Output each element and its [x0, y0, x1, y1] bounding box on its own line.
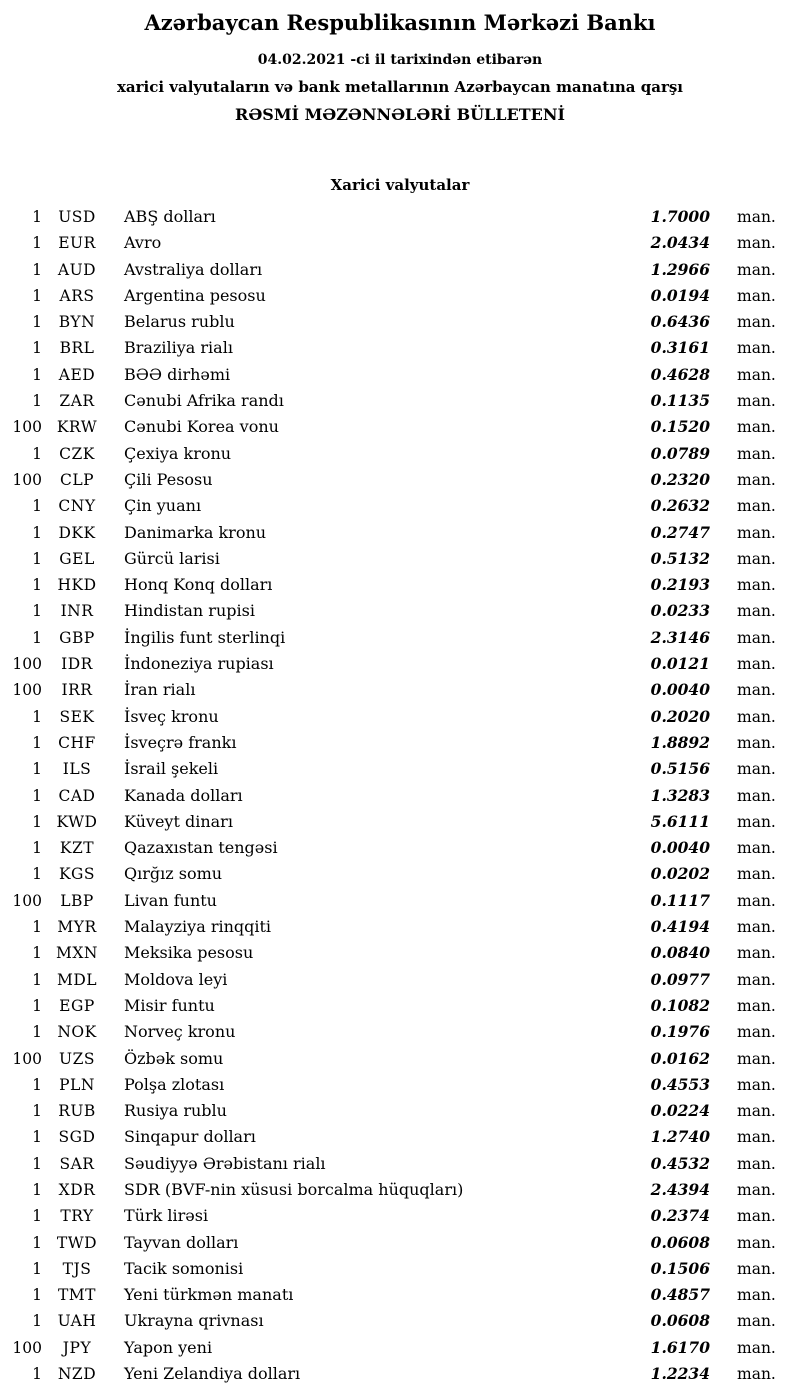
currency-code: KWD	[56, 812, 98, 831]
quantity: 1	[32, 392, 42, 411]
rate-value: 5.6111	[650, 811, 710, 831]
quantity: 1	[32, 812, 42, 831]
currency-name: Gürcü larisi	[124, 548, 220, 568]
rate-row	[0, 230, 800, 256]
unit-label: man.	[737, 418, 776, 437]
currency-code: EUR	[58, 234, 96, 253]
quantity: 1	[32, 286, 42, 305]
rate-row	[0, 1203, 800, 1229]
quantity: 1	[32, 365, 42, 384]
currency-code: INR	[60, 602, 94, 621]
rate-value: 1.6170	[650, 1337, 710, 1357]
unit-label: man.	[737, 1312, 776, 1331]
unit-label: man.	[737, 1154, 776, 1173]
currency-name: Qırğız somu	[124, 864, 223, 884]
rate-value: 1.2966	[650, 259, 710, 279]
unit-label: man.	[737, 392, 776, 411]
quantity: 1	[32, 996, 42, 1015]
rate-row	[0, 1308, 800, 1334]
currency-code: KRW	[56, 418, 98, 437]
quantity: 1	[32, 313, 42, 332]
rate-row	[0, 625, 800, 651]
quantity: 1	[32, 444, 42, 463]
rate-value: 0.4553	[650, 1074, 710, 1094]
currency-code: PLN	[59, 1075, 95, 1094]
rate-value: 0.0040	[650, 838, 710, 858]
quantity: 1	[32, 1102, 42, 1121]
currency-name: Norveç kronu	[124, 1022, 236, 1042]
currency-code: XDR	[58, 1180, 96, 1199]
currency-code: RUB	[58, 1102, 96, 1121]
quantity: 1	[32, 234, 42, 253]
unit-label: man.	[737, 970, 776, 989]
quantity: 100	[12, 418, 42, 437]
quantity: 1	[32, 839, 42, 858]
currency-code: GBP	[59, 628, 95, 647]
quantity: 1	[32, 944, 42, 963]
document-header	[0, 0, 800, 125]
currency-code: ARS	[59, 286, 95, 305]
rate-value: 0.0789	[650, 443, 710, 463]
rate-row	[0, 1256, 800, 1282]
rate-value: 0.1135	[650, 391, 710, 411]
unit-label: man.	[737, 865, 776, 884]
unit-label: man.	[737, 1075, 776, 1094]
currency-code: HKD	[57, 576, 97, 595]
unit-label: man.	[737, 1207, 776, 1226]
unit-label: man.	[737, 839, 776, 858]
currency-code: BRL	[59, 339, 95, 358]
rate-value: 0.4532	[650, 1153, 710, 1173]
quantity: 1	[32, 918, 42, 937]
rate-value: 1.7000	[650, 207, 710, 226]
quantity: 100	[12, 891, 42, 910]
currency-name: Braziliya rialı	[124, 338, 233, 358]
rate-value: 1.2234	[650, 1364, 710, 1384]
quantity: 1	[32, 260, 42, 279]
rate-row	[0, 493, 800, 519]
currency-code: SAR	[59, 1154, 95, 1173]
unit-label: man.	[737, 497, 776, 516]
quantity: 100	[12, 1049, 42, 1068]
currency-code: IRR	[61, 681, 93, 700]
rate-value: 2.3146	[650, 627, 710, 647]
unit-label: man.	[737, 918, 776, 937]
unit-label: man.	[737, 812, 776, 831]
currency-code: SEK	[59, 707, 95, 726]
quantity: 1	[32, 523, 42, 542]
currency-code: IDR	[61, 655, 93, 674]
currency-name: Tacik somonisi	[124, 1258, 244, 1278]
rate-row	[0, 704, 800, 730]
currency-code: MXN	[56, 944, 98, 963]
rate-row	[0, 809, 800, 835]
currency-name: Rusiya rublu	[124, 1101, 227, 1121]
currency-code: ZAR	[59, 392, 95, 411]
currency-code: AUD	[57, 260, 97, 279]
currency-code: ILS	[62, 760, 92, 779]
currency-code: NOK	[57, 1023, 97, 1042]
unit-label: man.	[737, 1259, 776, 1278]
currency-name: İsveçrə frankı	[124, 732, 237, 752]
currency-name: Küveyt dinarı	[124, 811, 233, 831]
currency-name: Avro	[124, 233, 162, 253]
currency-name: Belarus rublu	[124, 312, 235, 332]
rate-value: 0.0840	[650, 943, 710, 963]
currency-name: Özbək somu	[124, 1048, 224, 1068]
currency-name: Ukrayna qrivnası	[124, 1311, 264, 1331]
quantity: 1	[32, 549, 42, 568]
quantity: 1	[32, 497, 42, 516]
rate-row	[0, 651, 800, 677]
subtitle-line: xarici valyutaların və bank metallarının Azərbaycan manatına qarşı	[116, 78, 684, 96]
rate-value: 0.0040	[650, 680, 710, 700]
currency-name: İndoneziya rupiası	[124, 654, 274, 674]
rate-row	[0, 861, 800, 887]
unit-label: man.	[737, 549, 776, 568]
rate-value: 0.2632	[650, 496, 710, 516]
unit-label: man.	[737, 1102, 776, 1121]
unit-label: man.	[737, 234, 776, 253]
currency-name: Cənubi Afrika randı	[124, 391, 284, 411]
quantity: 100	[12, 1338, 42, 1357]
rate-value: 0.0233	[650, 601, 710, 621]
rate-row	[0, 467, 800, 493]
quantity: 1	[32, 1207, 42, 1226]
quantity: 1	[32, 1023, 42, 1042]
currency-code: CZK	[59, 444, 95, 463]
rate-row	[0, 362, 800, 388]
quantity: 1	[32, 786, 42, 805]
currency-name: Tayvan dolları	[124, 1232, 239, 1252]
rate-value: 0.0977	[650, 969, 710, 989]
quantity: 1	[32, 970, 42, 989]
currency-code: CAD	[58, 786, 96, 805]
rate-value: 0.0224	[650, 1101, 710, 1121]
currency-name: İran rialı	[124, 680, 196, 700]
quantity: 1	[32, 1312, 42, 1331]
unit-label: man.	[737, 1049, 776, 1068]
rate-row	[0, 1124, 800, 1150]
currency-name: Livan funtu	[124, 890, 217, 910]
rate-value: 1.2740	[650, 1127, 710, 1147]
rate-row	[0, 572, 800, 598]
currency-name: Cənubi Korea vonu	[124, 417, 279, 437]
currency-name: Malayziya rinqqiti	[124, 917, 272, 937]
rate-row	[0, 914, 800, 940]
currency-code: CLP	[59, 470, 95, 489]
unit-label: man.	[737, 1128, 776, 1147]
rate-row	[0, 520, 800, 546]
currency-name: Polşa zlotası	[124, 1074, 225, 1094]
rate-row	[0, 1177, 800, 1203]
rate-value: 1.8892	[650, 732, 710, 752]
rate-row	[0, 1151, 800, 1177]
currency-code: CHF	[58, 733, 96, 752]
currency-code: TMT	[57, 1286, 97, 1305]
unit-label: man.	[737, 313, 776, 332]
unit-label: man.	[737, 208, 776, 226]
rate-row	[0, 993, 800, 1019]
currency-name: Qazaxıstan tengəsi	[124, 838, 278, 858]
rate-row	[0, 1019, 800, 1045]
unit-label: man.	[737, 286, 776, 305]
rate-value: 0.2374	[650, 1206, 710, 1226]
rate-value: 0.5132	[650, 548, 710, 568]
rate-row	[0, 414, 800, 440]
rate-row	[0, 1046, 800, 1072]
unit-label: man.	[737, 602, 776, 621]
rate-row	[0, 888, 800, 914]
section-title: Xarici valyutalar	[330, 176, 470, 194]
rate-row	[0, 1335, 800, 1361]
quantity: 1	[32, 865, 42, 884]
currency-code: UZS	[59, 1049, 95, 1068]
rate-value: 2.4394	[650, 1179, 710, 1199]
rate-row	[0, 677, 800, 703]
unit-label: man.	[737, 470, 776, 489]
unit-label: man.	[737, 1180, 776, 1199]
rate-row	[0, 730, 800, 756]
currency-name: Hindistan rupisi	[124, 601, 255, 621]
rate-value: 0.0162	[650, 1048, 710, 1068]
rate-value: 0.2747	[650, 522, 710, 542]
rate-value: 1.3283	[650, 785, 710, 805]
currency-name: Kanada dolları	[124, 785, 243, 805]
currency-code: BYN	[58, 313, 96, 332]
unit-label: man.	[737, 944, 776, 963]
quantity: 1	[32, 733, 42, 752]
unit-label: man.	[737, 1286, 776, 1305]
unit-label: man.	[737, 707, 776, 726]
rate-value: 0.0608	[650, 1232, 710, 1252]
rate-row	[0, 309, 800, 335]
currency-code: MDL	[56, 970, 98, 989]
rate-row	[0, 1098, 800, 1124]
unit-label: man.	[737, 996, 776, 1015]
rate-row	[0, 1282, 800, 1308]
rate-value: 2.0434	[650, 233, 710, 253]
rate-value: 0.1520	[650, 417, 710, 437]
quantity: 1	[32, 602, 42, 621]
currency-name: Meksika pesosu	[124, 943, 254, 963]
quantity: 1	[32, 1233, 42, 1252]
currency-name: Avstraliya dolları	[124, 259, 263, 279]
rate-row	[0, 546, 800, 572]
unit-label: man.	[737, 655, 776, 674]
currency-name: Sinqapur dolları	[124, 1127, 256, 1147]
currency-code: TWD	[56, 1233, 98, 1252]
rate-value: 0.3161	[650, 338, 710, 358]
bank-title: Azərbaycan Respublikasının Mərkəzi Bankı	[144, 10, 656, 35]
currency-code: SGD	[58, 1128, 96, 1147]
rate-value: 0.2020	[650, 706, 710, 726]
rate-row	[0, 335, 800, 361]
currency-code: USD	[58, 208, 96, 226]
currency-code: UAH	[57, 1312, 97, 1331]
rate-row	[0, 204, 800, 230]
currency-code: GEL	[59, 549, 95, 568]
unit-label: man.	[737, 1023, 776, 1042]
bulletin-title: RƏSMİ MƏZƏNNƏLƏRİ BÜLLETENİ	[235, 105, 565, 124]
rate-value: 0.1117	[650, 890, 710, 910]
currency-code: TRY	[60, 1207, 94, 1226]
currency-name: SDR (BVF-nin xüsusi borcalma hüquqları)	[124, 1179, 464, 1199]
unit-label: man.	[737, 444, 776, 463]
currency-code: LBP	[60, 891, 94, 910]
currency-name: Argentina pesosu	[124, 285, 266, 305]
quantity: 100	[12, 655, 42, 674]
rate-row	[0, 967, 800, 993]
currency-code: CNY	[58, 497, 96, 516]
currency-name: Türk lirəsi	[124, 1206, 209, 1226]
quantity: 1	[32, 1075, 42, 1094]
rate-row	[0, 283, 800, 309]
quantity: 1	[32, 707, 42, 726]
effective-date-line: 04.02.2021 -ci il tarixindən etibarən	[257, 52, 543, 68]
quantity: 1	[32, 1286, 42, 1305]
quantity: 1	[32, 1128, 42, 1147]
unit-label: man.	[737, 1338, 776, 1357]
unit-label: man.	[737, 523, 776, 542]
rate-value: 0.0608	[650, 1311, 710, 1331]
rate-row	[0, 257, 800, 283]
unit-label: man.	[737, 260, 776, 279]
currency-name: BƏƏ dirhəmi	[124, 364, 231, 384]
rate-value: 0.0121	[650, 654, 710, 674]
currency-name: Yeni türkmən manatı	[124, 1285, 294, 1305]
quantity: 1	[32, 1180, 42, 1199]
rate-value: 0.1976	[650, 1022, 710, 1042]
rate-value: 0.5156	[650, 759, 710, 779]
quantity: 1	[32, 576, 42, 595]
rate-value: 0.6436	[650, 312, 710, 332]
quantity: 1	[32, 339, 42, 358]
currency-name: İngilis funt sterlinqi	[124, 627, 286, 647]
currency-code: MYR	[57, 918, 97, 937]
unit-label: man.	[737, 1233, 776, 1252]
currency-name: ABŞ dolları	[124, 207, 216, 226]
unit-label: man.	[737, 628, 776, 647]
quantity: 1	[32, 628, 42, 647]
currency-code: TJS	[62, 1259, 92, 1278]
rate-value: 0.4194	[650, 917, 710, 937]
currency-code: KZT	[59, 839, 95, 858]
unit-label: man.	[737, 339, 776, 358]
currency-name: Səudiyyə Ərəbistanı rialı	[124, 1153, 326, 1173]
unit-label: man.	[737, 760, 776, 779]
currency-name: Çili Pesosu	[124, 469, 213, 489]
currency-name: Çin yuanı	[124, 496, 202, 516]
quantity: 1	[32, 1365, 42, 1384]
currency-code: JPY	[62, 1338, 92, 1357]
unit-label: man.	[737, 576, 776, 595]
currency-name: Honq Konq dolları	[124, 575, 273, 595]
unit-label: man.	[737, 733, 776, 752]
rate-value: 0.2193	[650, 575, 710, 595]
unit-label: man.	[737, 681, 776, 700]
quantity: 1	[32, 1154, 42, 1173]
currency-code: AED	[58, 365, 96, 384]
rate-value: 0.2320	[650, 469, 710, 489]
currency-name: Yeni Zelandiya dolları	[124, 1364, 301, 1384]
unit-label: man.	[737, 786, 776, 805]
quantity: 1	[32, 760, 42, 779]
rate-row	[0, 388, 800, 414]
currency-name: Moldova leyi	[124, 969, 228, 989]
currency-name: Çexiya kronu	[124, 443, 232, 463]
quantity: 100	[12, 470, 42, 489]
currency-code: EGP	[59, 996, 95, 1015]
currency-code: KGS	[58, 865, 96, 884]
unit-label: man.	[737, 365, 776, 384]
unit-label: man.	[737, 891, 776, 910]
rate-value: 0.1082	[650, 995, 710, 1015]
rate-row	[0, 598, 800, 624]
quantity: 1	[32, 208, 42, 226]
rate-value: 0.4857	[650, 1285, 710, 1305]
rate-row	[0, 1230, 800, 1256]
rate-value: 0.1506	[650, 1258, 710, 1278]
rate-row	[0, 835, 800, 861]
currency-name: Danimarka kronu	[124, 522, 267, 542]
currency-name: İsrail şekeli	[124, 759, 219, 779]
currency-name: Misir funtu	[124, 995, 215, 1015]
currency-code: NZD	[57, 1365, 97, 1384]
rate-row	[0, 1072, 800, 1098]
unit-label: man.	[737, 1365, 776, 1384]
quantity: 1	[32, 1259, 42, 1278]
rate-row	[0, 1361, 800, 1384]
currency-name: İsveç kronu	[124, 706, 219, 726]
rate-row	[0, 940, 800, 966]
rate-row	[0, 783, 800, 809]
rate-row	[0, 756, 800, 782]
rates-table	[0, 204, 800, 1384]
rate-value: 0.4628	[650, 364, 710, 384]
rate-value: 0.0194	[650, 285, 710, 305]
currency-name: Yapon yeni	[124, 1337, 213, 1357]
rate-value: 0.0202	[650, 864, 710, 884]
quantity: 100	[12, 681, 42, 700]
rate-row	[0, 441, 800, 467]
currency-code: DKK	[58, 523, 96, 542]
